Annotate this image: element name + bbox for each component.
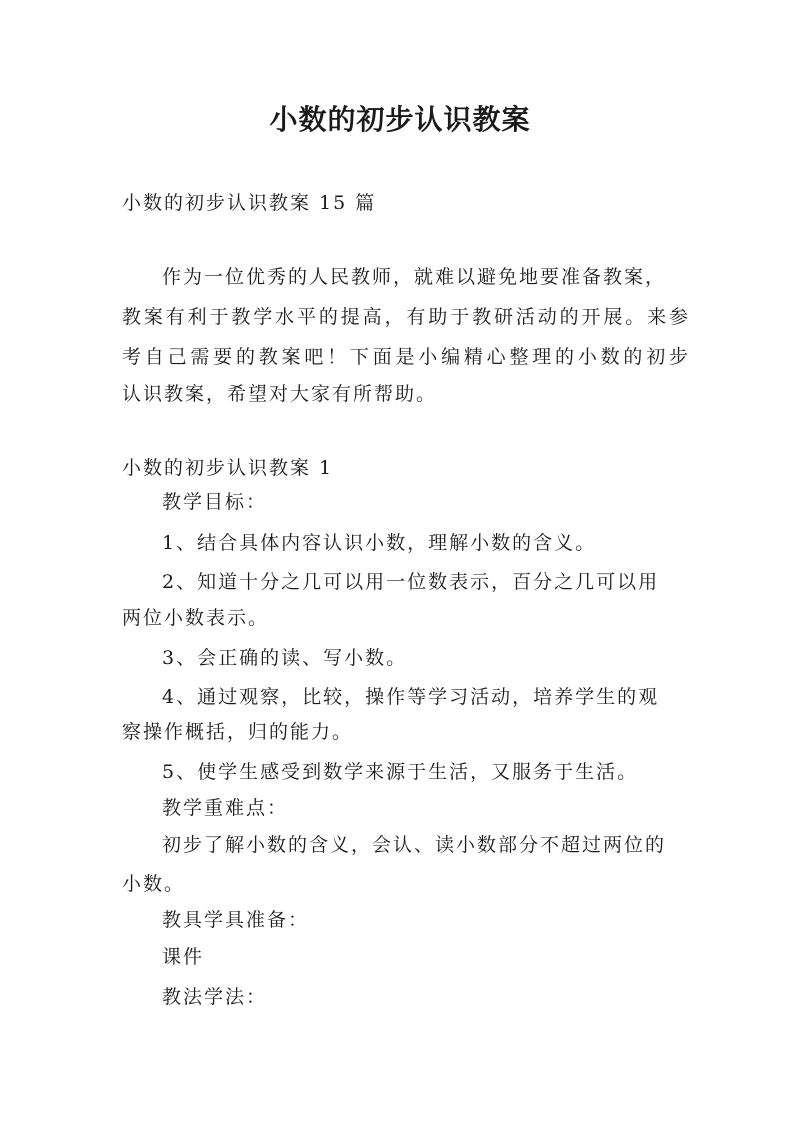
intro-line: 认识教案，希望对大家有所帮助。 (122, 383, 438, 405)
body-line: 教具学具准备： (162, 909, 310, 931)
body-line: 2、知道十分之几可以用一位数表示，百分之几可以用 (162, 571, 660, 593)
document-title: 小数的初步认识教案 (269, 103, 531, 136)
intro-line: 作为一位优秀的人民教师，就难以避免地要准备教案， (162, 266, 667, 288)
section-heading: 小数的初步认识教案 1 (122, 457, 334, 479)
body-line: 小数。 (122, 873, 186, 895)
body-line: 教法学法： (162, 986, 268, 1008)
body-line: 5、使学生感受到数学来源于生活，又服务于生活。 (162, 761, 639, 783)
body-line: 两位小数表示。 (122, 607, 270, 629)
body-line: 1、结合具体内容认识小数，理解小数的含义。 (162, 532, 597, 554)
body-line: 教学重难点： (162, 797, 289, 819)
body-line: 课件 (162, 946, 205, 968)
body-line: 教学目标： (162, 491, 268, 513)
body-line: 察操作概括，归的能力。 (122, 721, 354, 743)
document-subtitle: 小数的初步认识教案 15 篇 (122, 192, 377, 214)
intro-line: 教案有利于教学水平的提高，有助于教研活动的开展。来参 (122, 306, 688, 328)
body-line: 3、会正确的读、写小数。 (162, 647, 408, 669)
intro-line: 考自己需要的教案吧！下面是小编精心整理的小数的初步 (122, 346, 688, 368)
body-line: 初步了解小数的含义，会认、读小数部分不超过两位的 (162, 834, 667, 856)
body-line: 4、通过观察，比较，操作等学习活动，培养学生的观 (162, 686, 660, 708)
